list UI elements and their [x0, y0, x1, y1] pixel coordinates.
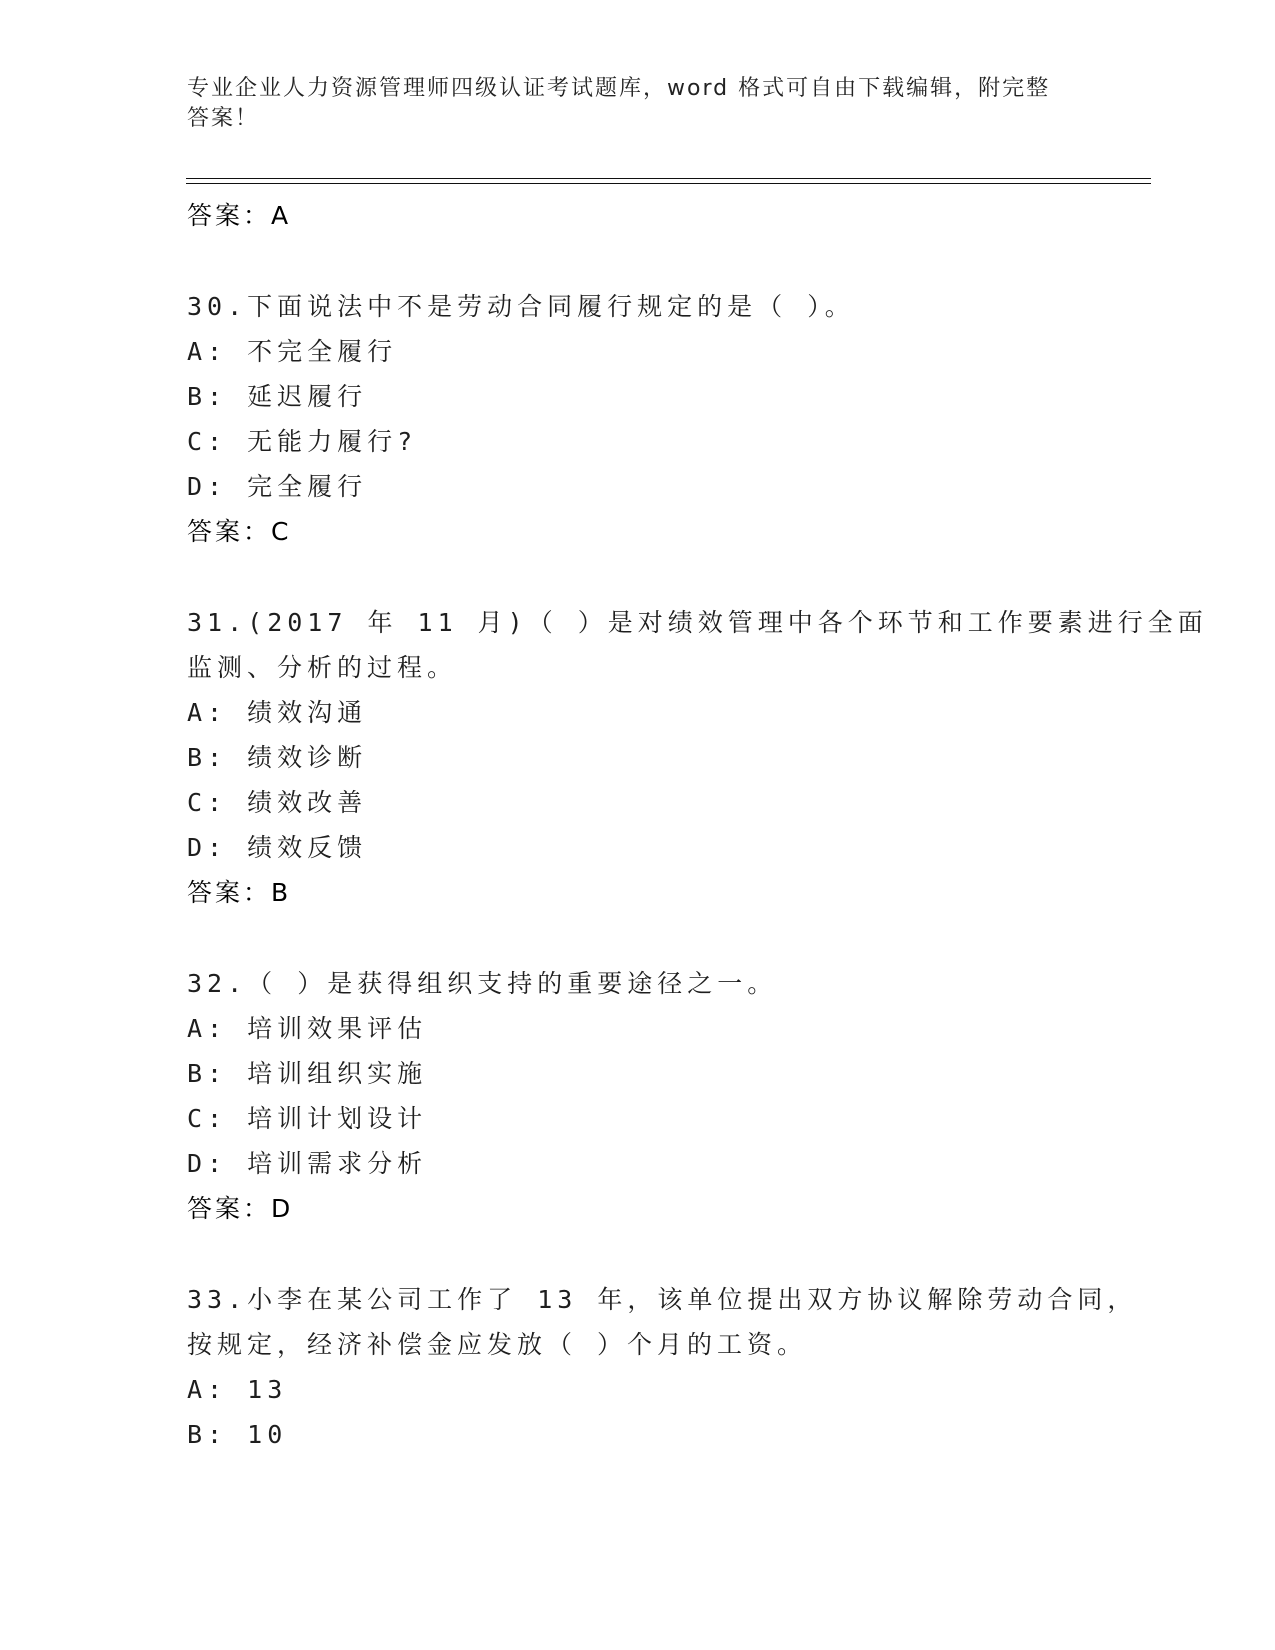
- question-stem-line-2: 按规定，经济补偿金应发放（ ）个月的工资。: [187, 1330, 808, 1359]
- answer: 答案：C: [187, 517, 292, 546]
- option-c: C: 绩效改善: [187, 788, 368, 817]
- option-b: B: 10: [187, 1420, 288, 1449]
- option-b: B: 培训组织实施: [187, 1059, 428, 1088]
- option-c: C: 培训计划设计: [187, 1104, 428, 1133]
- question-stem-line-1: 31.(2017 年 11 月)（ ）是对绩效管理中各个环节和工作要素进行全面: [187, 608, 1208, 637]
- header-rule-bottom: [186, 183, 1151, 184]
- option-c: C: 无能力履行?: [187, 427, 418, 456]
- option-a: A: 绩效沟通: [187, 698, 368, 727]
- question-stem-line-2: 监测、分析的过程。: [187, 653, 458, 682]
- option-a: A: 培训效果评估: [187, 1014, 428, 1043]
- answer: 答案：B: [187, 878, 292, 907]
- question-stem-line-1: 33.小李在某公司工作了 13 年，该单位提出双方协议解除劳动合同，: [187, 1285, 1138, 1314]
- header-line-2: 答案！: [187, 106, 260, 131]
- question-stem: 30.下面说法中不是劳动合同履行规定的是（ ）。: [187, 292, 855, 321]
- question-32: [187, 961, 1087, 1231]
- option-b: B: 延迟履行: [187, 382, 368, 411]
- option-d: D: 绩效反馈: [187, 833, 368, 862]
- page-header: [187, 74, 1067, 134]
- question-33: [187, 1277, 1138, 1457]
- header-line-1: 专业企业人力资源管理师四级认证考试题库，word 格式可自由下载编辑，附完整: [187, 76, 1051, 101]
- option-d: D: 培训需求分析: [187, 1149, 428, 1178]
- question-list: [187, 193, 1208, 1457]
- option-b: B: 绩效诊断: [187, 743, 368, 772]
- option-a: A: 不完全履行: [187, 337, 398, 366]
- question-30: [187, 284, 1087, 554]
- answer: 答案：D: [187, 1194, 294, 1223]
- question-31: [187, 600, 1208, 915]
- option-d: D: 完全履行: [187, 472, 368, 501]
- option-a: A: 13: [187, 1375, 288, 1404]
- previous-answer: 答案：A: [187, 201, 292, 230]
- header-rule-top: [186, 178, 1151, 179]
- question-stem: 32.（ ）是获得组织支持的重要途径之一。: [187, 969, 778, 998]
